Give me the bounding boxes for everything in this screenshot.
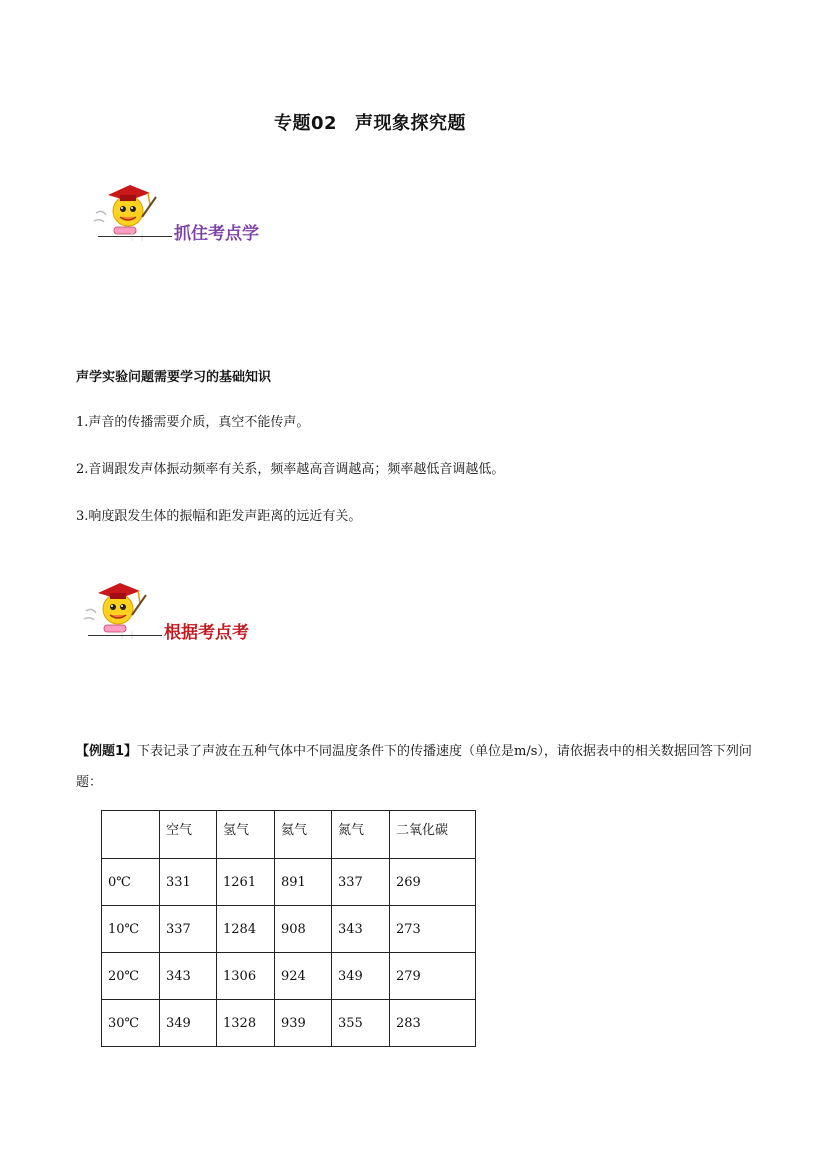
example-question (76, 736, 756, 798)
table-row (102, 1000, 476, 1047)
table-cell: 273 (390, 906, 476, 953)
page-title-sub: 声现象探究题 (355, 113, 467, 134)
table-row (102, 859, 476, 906)
table-header-row (102, 811, 476, 859)
table-header-cell: 空气 (160, 811, 217, 859)
table-cell: 30℃ (102, 1000, 160, 1047)
table-cell: 20℃ (102, 953, 160, 1000)
example-text: 下表记录了声波在五种气体中不同温度条件下的传播速度（单位是m/s），请依据表中的相关数据回答下列问题： (76, 744, 752, 790)
table-cell: 355 (332, 1000, 390, 1047)
speed-table (101, 810, 476, 1047)
table-cell: 891 (275, 859, 332, 906)
table-cell: 924 (275, 953, 332, 1000)
knowledge-point: 1.声音的传播需要介质，真空不能传声。 (76, 415, 310, 430)
table-cell: 349 (332, 953, 390, 1000)
table-cell: 1284 (217, 906, 275, 953)
page-title (0, 109, 740, 135)
table-cell: 939 (275, 1000, 332, 1047)
table-cell: 349 (160, 1000, 217, 1047)
section-title-exam: 根据考点考 (164, 623, 249, 643)
table-cell: 908 (275, 906, 332, 953)
knowledge-point: 3.响度跟发生体的振幅和距发声距离的远近有关。 (76, 509, 362, 524)
table-cell: 0℃ (102, 859, 160, 906)
table-header-cell: 氦气 (275, 811, 332, 859)
table-row (102, 906, 476, 953)
table-cell: 1306 (217, 953, 275, 1000)
table-cell: 337 (332, 859, 390, 906)
table-row (102, 953, 476, 1000)
table-header-cell: 氢气 (217, 811, 275, 859)
table-header-cell (102, 811, 160, 859)
table-cell: 343 (160, 953, 217, 1000)
table-cell: 279 (390, 953, 476, 1000)
example-label: 【例题1】 (76, 744, 138, 759)
table-cell: 1328 (217, 1000, 275, 1047)
section-underline (88, 635, 162, 636)
table-cell: 331 (160, 859, 217, 906)
page-title-main: 专题02 (273, 113, 338, 134)
knowledge-heading: 声学实验问题需要学习的基础知识 (76, 370, 272, 385)
table-header-cell: 二氧化碳 (390, 811, 476, 859)
mascot-graduate-icon (82, 575, 154, 639)
table-header-cell: 氮气 (332, 811, 390, 859)
section-underline (98, 236, 172, 237)
table-cell: 283 (390, 1000, 476, 1047)
knowledge-point: 2.音调跟发声体振动频率有关系，频率越高音调越高；频率越低音调越低。 (76, 462, 505, 477)
mascot-graduate-icon (92, 177, 164, 241)
table-cell: 337 (160, 906, 217, 953)
table-cell: 10℃ (102, 906, 160, 953)
table-cell: 343 (332, 906, 390, 953)
table-cell: 269 (390, 859, 476, 906)
table-cell: 1261 (217, 859, 275, 906)
section-title-study: 抓住考点学 (174, 224, 259, 244)
